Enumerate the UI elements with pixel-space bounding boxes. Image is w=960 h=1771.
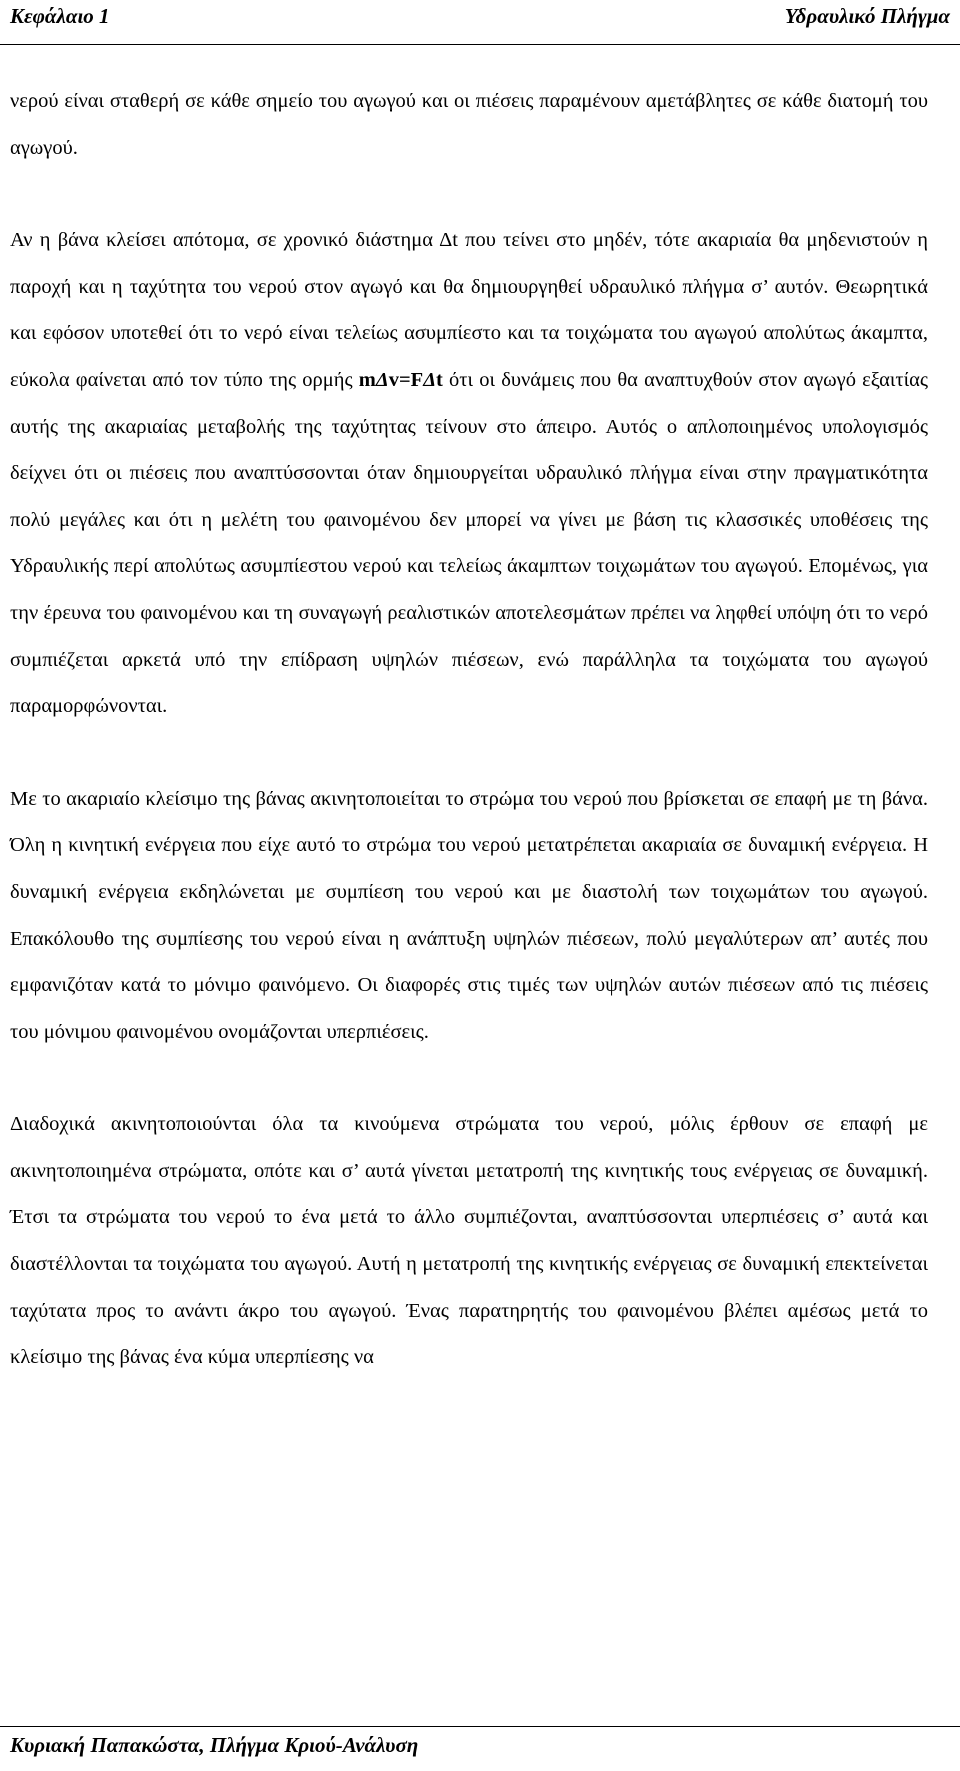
chapter-label: Κεφάλαιο 1 xyxy=(10,4,110,28)
momentum-formula xyxy=(359,369,443,391)
footer-author-title: Κυριακή Παπακώστα, Πλήγμα Κριού-Ανάλυση xyxy=(10,1733,419,1757)
paragraph-4: Διαδοχικά ακινητοποιούνται όλα τα κινούμενα στρώματα του νερού, μόλις έρθουν σε επαφή με ακινητοποιημένα στρώματα, οπότε και σ’ αυτά γίνεται μετατροπή της κινητικής τους ενέργειας σε δυναμική. Έτσι τα στρώματα του νερού το ένα μετά το άλλο συμπιέζονται, αναπτύσσονται υπερπιέσεις σ’ αυτά και διαστέλλονται τα τοιχώματα του αγωγού. Αυτή η μετατροπή της κινητικής ενέργειας σε δυναμική επεκτείνεται ταχύτατα προς το ανάντι άκρο του αγωγού. Ένας παρατηρητής του φαινομένου βλέπει αμέσως μετά το κλείσιμο της βάνας ένα κύμα υπερπίεσης να xyxy=(10,1113,928,1369)
page-footer xyxy=(0,1726,960,1771)
formula-t: t xyxy=(436,368,443,391)
paragraph-1: νερού είναι σταθερή σε κάθε σημείο του αγωγού και οι πιέσεις παραμένουν αμετάβλητες σε κάθε διατομή του αγωγού. xyxy=(10,90,928,159)
paragraph-2-text-b: ότι οι δυνάμεις που θα αναπτυχθούν στον αγωγό εξαιτίας αυτής της ακαριαίας μεταβολής της ταχύτητας τείνουν στο άπειρο. Αυτός ο απλοποιημένος υπολογισμός δείχνει ότι οι πιέσεις που αναπτύσσονται όταν δημιουργείται υδραυλικό πλήγμα είναι στην πραγματικότητα πολύ μεγάλες και ότι η μελέτη του φαινομένου δεν μπορεί να γίνει με βάση τις κλασσικές υποθέσεις της Υδραυλικής περί απολύτως ασυμπίεστου νερού και τελείως άκαμπτων τοιχωμάτων του αγωγού. Επομένως, για την έρευνα του φαινομένου και τη συναγωγή ρεαλιστικών αποτελεσμάτων πρέπει να ληφθεί υπόψη ότι το νερό συμπιέζεται αρκετά υπό την επίδραση υψηλών πιέσεων, ενώ παράλληλα τα τοιχώματα του αγωγού παραμορφώνονται. xyxy=(10,368,928,718)
paragraph-2 xyxy=(10,217,928,730)
formula-m: m xyxy=(358,368,376,391)
document-body xyxy=(10,78,928,1381)
topic-label: Υδραυλικό Πλήγμα xyxy=(784,4,950,28)
paragraph-3: Με το ακαριαίο κλείσιμο της βάνας ακινητοποιείται το στρώμα του νερού που βρίσκεται σε επαφή με τη βάνα. Όλη η κινητική ενέργεια που είχε αυτό το στρώμα του νερού μετατρέπεται ακαριαία σε δυναμική ενέργεια. Η δυναμική ενέργεια εκδηλώνεται με συμπίεση του νερού και με διαστολή των τοιχωμάτων του αγωγού. Επακόλουθο της συμπίεσης του νερού είναι η ανάπτυξη υψηλών πιέσεων, πολύ μεγαλύτερων απ’ αυτές που εμφανιζόταν κατά το μόνιμο φαινόμενο. Οι διαφορές στις τιμές των υψηλών αυτών πιέσεων από τις πιέσεις του μόνιμου φαινομένου ονομάζονται υπερπιέσεις. xyxy=(10,787,928,1043)
paragraph-2-text-a: Αν η βάνα κλείσει απότομα, σε χρονικό διάστημα Δt που τείνει στο μηδέν, τότε ακαριαία θα μηδενιστούν η παροχή και η ταχύτητα του νερού στον αγωγό και θα δημιουργηθεί υδραυλικό πλήγμα σ’ αυτόν. Θεωρητικά και εφόσον υποτεθεί ότι το νερό είναι τελείως ασυμπίεστο και τα τοιχώματα του αγωγού απολύτως άκαμπτα, εύκολα φαίνεται από τον τύπο της ορμής xyxy=(10,229,928,391)
formula-v-eq-f: v=F xyxy=(388,368,424,391)
formula-delta-2: Δ xyxy=(423,368,437,391)
page-header xyxy=(0,0,960,45)
formula-delta-1: Δ xyxy=(375,368,389,391)
